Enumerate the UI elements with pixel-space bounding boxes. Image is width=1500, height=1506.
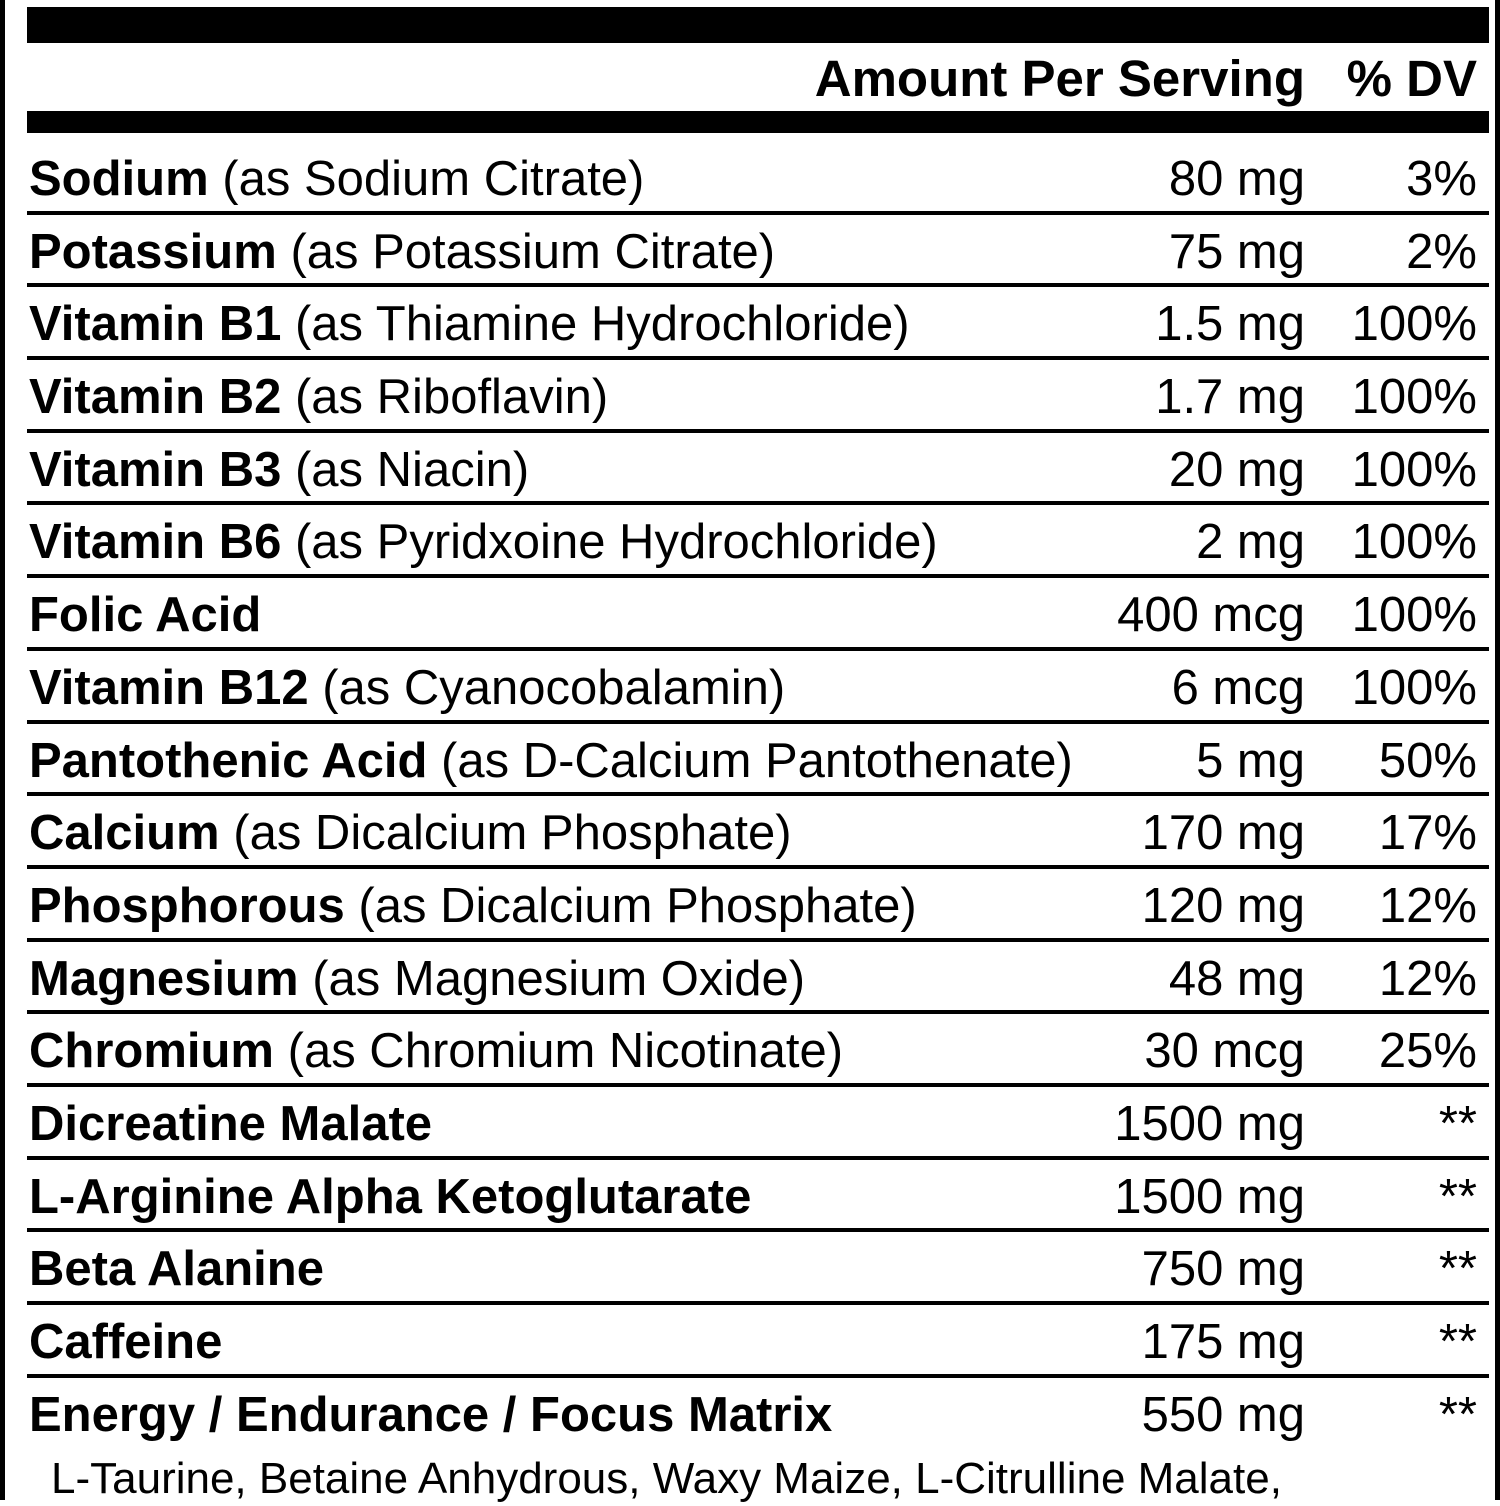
nutrient-name: L-Arginine Alpha Ketoglutarate: [29, 1169, 752, 1224]
nutrient-source: (as Riboflavin): [294, 370, 609, 425]
nutrient-row: [27, 796, 1489, 869]
nutrient-name-cell: [29, 657, 785, 719]
nutrient-row: [27, 1232, 1489, 1305]
nutrient-name: Vitamin B6: [29, 515, 282, 570]
nutrient-name-cell: [29, 1238, 324, 1300]
nutrient-daily-value: 17%: [1378, 806, 1477, 861]
nutrient-row: [27, 1160, 1489, 1233]
nutrient-daily-value: **: [1438, 1169, 1477, 1224]
nutrient-name: Phosphorous: [29, 878, 345, 933]
nutrient-name-cell: [29, 1020, 843, 1082]
nutrient-daily-value: **: [1438, 1096, 1477, 1151]
nutrient-row: [27, 578, 1489, 651]
header-divider-bar: [27, 111, 1489, 133]
nutrient-row: [27, 142, 1489, 215]
nutrient-row: [27, 869, 1489, 942]
percent-dv-header: % DV: [1346, 50, 1477, 107]
nutrient-name-cell: [29, 511, 938, 573]
nutrient-source: (as Cyanocobalamin): [322, 660, 786, 715]
nutrient-row: [27, 651, 1489, 724]
nutrient-row: [27, 215, 1489, 288]
nutrient-name: Pantothenic Acid: [29, 733, 428, 788]
nutrient-amount: 175 mg: [1141, 1315, 1305, 1369]
nutrient-daily-value: 50%: [1378, 733, 1477, 788]
nutrient-source: (as Pyridxoine Hydrochloride): [294, 515, 938, 570]
nutrient-name: Sodium: [29, 152, 209, 206]
nutrient-row: [27, 1014, 1489, 1087]
nutrient-daily-value: 100%: [1351, 370, 1477, 425]
nutrient-daily-value: 100%: [1351, 588, 1477, 643]
nutrient-name-cell: [29, 1166, 751, 1228]
nutrient-daily-value: 100%: [1351, 297, 1477, 352]
nutrient-row: [27, 1305, 1489, 1378]
nutrient-name-cell: [29, 439, 529, 501]
nutrient-name-cell: [29, 148, 644, 210]
nutrient-name: Vitamin B3: [29, 442, 282, 497]
nutrient-name: Chromium: [29, 1024, 274, 1079]
nutrient-amount: 400 mcg: [1117, 588, 1305, 643]
nutrient-name-cell: [29, 1093, 432, 1155]
nutrient-amount: 5 mg: [1196, 733, 1305, 788]
nutrient-amount: 170 mg: [1141, 806, 1305, 861]
nutrient-amount: 80 mg: [1168, 152, 1305, 206]
nutrient-daily-value: 3%: [1406, 152, 1477, 206]
nutrient-amount: 2 mg: [1196, 515, 1305, 570]
nutrient-name-cell: [29, 730, 1073, 792]
nutrient-name: Calcium: [29, 806, 220, 861]
nutrient-source: (as Dicalcium Phosphate): [233, 806, 792, 861]
nutrient-name: Beta Alanine: [29, 1242, 324, 1297]
nutrient-source: (as Chromium Nicotinate): [287, 1024, 844, 1079]
nutrient-daily-value: 2%: [1406, 224, 1477, 279]
nutrient-name: Potassium: [29, 224, 277, 279]
nutrient-daily-value: 100%: [1351, 660, 1477, 715]
nutrient-row: [27, 287, 1489, 360]
matrix-ingredients-footnote: L-Taurine, Betaine Anhydrous, Waxy Maize, L-Citrulline Malate,: [51, 1454, 1282, 1503]
nutrient-name-cell: [29, 366, 608, 428]
nutrient-amount: 750 mg: [1141, 1242, 1305, 1297]
nutrient-table: [27, 142, 1489, 1450]
nutrient-name: Vitamin B2: [29, 370, 282, 425]
nutrient-amount: 120 mg: [1141, 878, 1305, 933]
nutrient-daily-value: **: [1438, 1387, 1477, 1442]
nutrient-name-cell: [29, 948, 805, 1010]
nutrient-name: Vitamin B1: [29, 297, 282, 352]
nutrient-row: [27, 724, 1489, 797]
nutrient-source: (as Sodium Citrate): [222, 152, 645, 206]
nutrient-source: (as Niacin): [294, 442, 530, 497]
column-header-row: [27, 48, 1489, 110]
nutrient-source: (as Magnesium Oxide): [312, 951, 806, 1006]
nutrient-row: [27, 433, 1489, 506]
nutrient-name: Magnesium: [29, 951, 299, 1006]
nutrient-name: Dicreatine Malate: [29, 1096, 433, 1151]
amount-per-serving-header: Amount Per Serving: [814, 50, 1305, 107]
nutrient-daily-value: **: [1438, 1242, 1477, 1297]
nutrient-name-cell: [29, 1384, 832, 1446]
nutrient-name-cell: [29, 875, 917, 937]
nutrient-amount: 1.7 mg: [1155, 370, 1305, 425]
nutrient-daily-value: 12%: [1378, 951, 1477, 1006]
nutrient-amount: 6 mcg: [1171, 660, 1305, 715]
nutrient-row: [27, 1378, 1489, 1451]
nutrient-amount: 1.5 mg: [1155, 297, 1305, 352]
nutrient-daily-value: 12%: [1378, 878, 1477, 933]
nutrient-amount: 75 mg: [1168, 224, 1305, 279]
nutrient-daily-value: 100%: [1351, 442, 1477, 497]
nutrient-name-cell: [29, 1311, 222, 1373]
nutrient-name-cell: [29, 293, 910, 355]
top-rule-bar: [27, 7, 1489, 43]
nutrient-amount: 20 mg: [1168, 442, 1305, 497]
nutrient-row: [27, 1087, 1489, 1160]
nutrient-amount: 1500 mg: [1114, 1096, 1305, 1151]
nutrient-name-cell: [29, 802, 792, 864]
nutrient-source: (as D-Calcium Pantothenate): [441, 733, 1073, 788]
nutrient-daily-value: 25%: [1378, 1024, 1477, 1079]
nutrient-name: Energy / Endurance / Focus Matrix: [29, 1387, 833, 1442]
nutrient-amount: 1500 mg: [1114, 1169, 1305, 1224]
nutrient-source: (as Potassium Citrate): [290, 224, 776, 279]
nutrient-daily-value: **: [1438, 1315, 1477, 1369]
nutrient-amount: 550 mg: [1141, 1387, 1305, 1442]
nutrient-name: Caffeine: [29, 1315, 223, 1369]
nutrient-name-cell: [29, 221, 775, 283]
nutrient-amount: 30 mcg: [1144, 1024, 1305, 1079]
nutrient-name: Vitamin B12: [29, 660, 309, 715]
nutrient-daily-value: 100%: [1351, 515, 1477, 570]
nutrient-name-cell: [29, 584, 261, 646]
nutrient-row: [27, 360, 1489, 433]
nutrient-row: [27, 505, 1489, 578]
nutrient-row: [27, 942, 1489, 1015]
nutrient-amount: 48 mg: [1168, 951, 1305, 1006]
nutrient-source: (as Dicalcium Phosphate): [358, 878, 917, 933]
nutrient-source: (as Thiamine Hydrochloride): [294, 297, 910, 352]
nutrient-name: Folic Acid: [29, 588, 262, 643]
